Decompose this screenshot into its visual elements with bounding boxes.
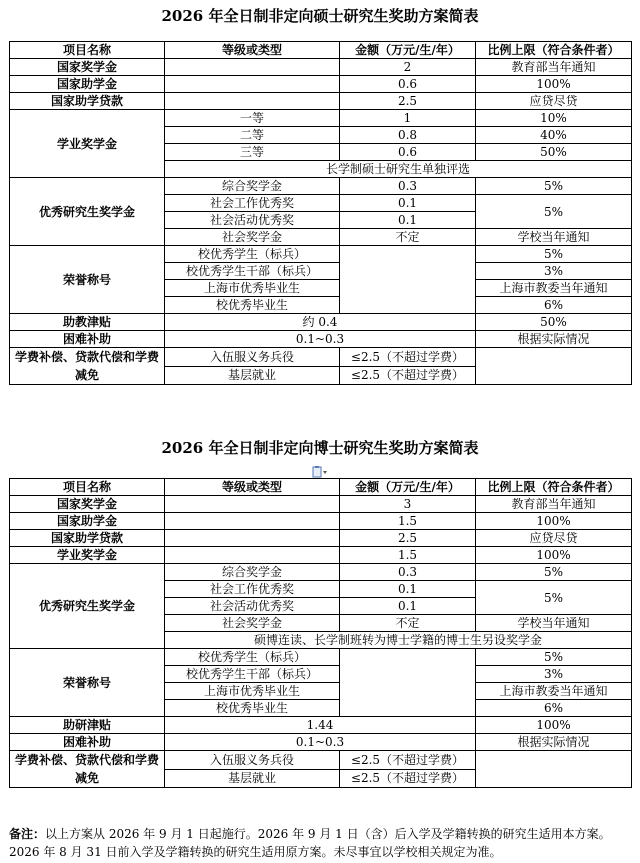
table-row: [10, 513, 632, 530]
row-amount: [340, 649, 476, 717]
row-ratio: [476, 751, 632, 788]
row-type: 一等: [165, 110, 340, 127]
row-ratio: 5%: [476, 581, 632, 615]
row-ratio: 学校当年通知: [476, 229, 632, 246]
row-amount: ≤2.5（不超过学费）: [340, 769, 476, 788]
row-amount: [340, 246, 476, 314]
row-amount: 0.1~0.3: [165, 734, 476, 751]
header-item-name: 项目名称: [10, 42, 165, 59]
row-name: 困难补助: [10, 734, 165, 751]
master-scheme-table: [9, 41, 632, 385]
row-ratio: 50%: [476, 314, 632, 331]
row-name: 国家奖学金: [10, 59, 165, 76]
row-ratio: 100%: [476, 76, 632, 93]
row-ratio: 应贷尽贷: [476, 530, 632, 547]
row-type: [165, 59, 340, 76]
row-name: 助教津贴: [10, 314, 165, 331]
row-type: 综合奖学金: [165, 564, 340, 581]
row-type: 入伍服义务兵役: [165, 348, 340, 367]
row-name: 国家奖学金: [10, 496, 165, 513]
row-ratio: 学校当年通知: [476, 615, 632, 632]
row-type: 校优秀学生（标兵）: [165, 246, 340, 263]
row-ratio: 100%: [476, 513, 632, 530]
row-type: [165, 93, 340, 110]
row-name: 学业奖学金: [10, 110, 165, 178]
master-table-title: 2026 年全日制非定向硕士研究生奖助方案简表: [161, 7, 479, 25]
row-name: 学业奖学金: [10, 547, 165, 564]
row-type: 综合奖学金: [165, 178, 340, 195]
header-amount: 金额（万元/生/年）: [340, 479, 476, 496]
row-amount: 0.3: [340, 178, 476, 195]
row-ratio: 50%: [476, 144, 632, 161]
row-ratio: 上海市教委当年通知: [476, 280, 632, 297]
row-amount: 1.5: [340, 547, 476, 564]
header-row: [10, 42, 632, 59]
row-type: [165, 76, 340, 93]
table-row: [10, 547, 632, 564]
header-item-name: 项目名称: [10, 479, 165, 496]
table-row: [10, 246, 632, 263]
row-name: 优秀研究生奖学金: [10, 178, 165, 246]
row-type: 社会活动优秀奖: [165, 598, 340, 615]
row-amount: 0.6: [340, 144, 476, 161]
header-level-type: 等级或类型: [165, 42, 340, 59]
row-amount: ≤2.5（不超过学费）: [340, 348, 476, 367]
row-type: 社会工作优秀奖: [165, 581, 340, 598]
row-type: [165, 513, 340, 530]
row-type: 入伍服义务兵役: [165, 751, 340, 770]
row-name: 优秀研究生奖学金: [10, 564, 165, 649]
row-type: 基层就业: [165, 769, 340, 788]
row-name: 国家助学金: [10, 513, 165, 530]
row-ratio: 根据实际情况: [476, 734, 632, 751]
row-ratio: 3%: [476, 666, 632, 683]
table-row: [10, 496, 632, 513]
header-level-type: 等级或类型: [165, 479, 340, 496]
row-amount: 不定: [340, 615, 476, 632]
row-amount: 0.1: [340, 581, 476, 598]
row-ratio: [476, 348, 632, 385]
row-amount: 0.6: [340, 76, 476, 93]
row-amount: 1: [340, 110, 476, 127]
row-name: 学费补偿、贷款代偿和学费减免: [10, 751, 165, 788]
row-note: 硕博连读、长学制班转为博士学籍的博士生另设奖学金: [165, 632, 632, 649]
row-type: [165, 530, 340, 547]
table-row: [10, 314, 632, 331]
row-amount: 约 0.4: [165, 314, 476, 331]
table-row: [10, 564, 632, 581]
table-row: [10, 734, 632, 751]
row-ratio: 5%: [476, 564, 632, 581]
row-amount: 2.5: [340, 93, 476, 110]
table-row: [10, 59, 632, 76]
row-amount: 0.1~0.3: [165, 331, 476, 348]
table-row: [10, 751, 632, 770]
table-row: [10, 331, 632, 348]
header-amount: 金额（万元/生/年）: [340, 42, 476, 59]
table-row: [10, 76, 632, 93]
row-type: 社会活动优秀奖: [165, 212, 340, 229]
row-name: 荣誉称号: [10, 649, 165, 717]
row-ratio: 教育部当年通知: [476, 59, 632, 76]
row-ratio: 10%: [476, 110, 632, 127]
table-row: [10, 110, 632, 127]
row-ratio: 3%: [476, 263, 632, 280]
row-type: 校优秀学生干部（标兵）: [165, 666, 340, 683]
row-amount: 0.3: [340, 564, 476, 581]
row-type: 上海市优秀毕业生: [165, 280, 340, 297]
footnote: [9, 825, 631, 861]
row-ratio: 应贷尽贷: [476, 93, 632, 110]
table-row: [10, 649, 632, 666]
row-amount: 0.8: [340, 127, 476, 144]
row-type: [165, 496, 340, 513]
row-type: 校优秀学生干部（标兵）: [165, 263, 340, 280]
row-type: 社会工作优秀奖: [165, 195, 340, 212]
row-amount: 2.5: [340, 530, 476, 547]
row-amount: 1.5: [340, 513, 476, 530]
row-ratio: 上海市教委当年通知: [476, 683, 632, 700]
footnote-text: 以上方案从 2026 年 9 月 1 日起施行。2026 年 9 月 1 日（含）后入学及学籍转换的研究生适用本方案。2026 年 8 月 31 日前入学及学籍转换的研究生适用原方案。未尽事宜以学校相关规定为准。: [9, 827, 611, 859]
row-name: 荣誉称号: [10, 246, 165, 314]
row-type: 社会奖学金: [165, 615, 340, 632]
row-type: 上海市优秀毕业生: [165, 683, 340, 700]
row-ratio: 100%: [476, 717, 632, 734]
row-name: 国家助学贷款: [10, 530, 165, 547]
header-ratio: 比例上限（符合条件者）: [476, 479, 632, 496]
row-ratio: 40%: [476, 127, 632, 144]
row-amount: ≤2.5（不超过学费）: [340, 751, 476, 770]
row-amount: 1.44: [165, 717, 476, 734]
row-amount: 0.1: [340, 195, 476, 212]
row-ratio: 5%: [476, 246, 632, 263]
table-row: [10, 348, 632, 367]
row-type: 基层就业: [165, 366, 340, 385]
table-row: [10, 717, 632, 734]
table-row: [10, 530, 632, 547]
row-amount: 0.1: [340, 212, 476, 229]
row-amount: 2: [340, 59, 476, 76]
header-row: [10, 479, 632, 496]
row-name: 困难补助: [10, 331, 165, 348]
doctor-table-title: 2026 年全日制非定向博士研究生奖助方案简表: [161, 439, 479, 457]
row-name: 国家助学贷款: [10, 93, 165, 110]
row-note: 长学制硕士研究生单独评选: [165, 161, 632, 178]
row-ratio: 100%: [476, 547, 632, 564]
paste-options-icon[interactable]: [312, 466, 328, 478]
row-ratio: 教育部当年通知: [476, 496, 632, 513]
row-ratio: 根据实际情况: [476, 331, 632, 348]
row-ratio: 5%: [476, 178, 632, 195]
row-type: 校优秀毕业生: [165, 297, 340, 314]
row-ratio: 5%: [476, 195, 632, 229]
footnote-label: 备注：: [9, 827, 46, 841]
table-row: [10, 178, 632, 195]
row-type: 社会奖学金: [165, 229, 340, 246]
row-name: 国家助学金: [10, 76, 165, 93]
row-name: 助研津贴: [10, 717, 165, 734]
row-amount: 0.1: [340, 598, 476, 615]
row-ratio: 5%: [476, 649, 632, 666]
row-type: 二等: [165, 127, 340, 144]
row-type: 校优秀毕业生: [165, 700, 340, 717]
row-amount: ≤2.5（不超过学费）: [340, 366, 476, 385]
header-ratio: 比例上限（符合条件者）: [476, 42, 632, 59]
row-amount: 3: [340, 496, 476, 513]
row-name: 学费补偿、贷款代偿和学费减免: [10, 348, 165, 385]
row-type: [165, 547, 340, 564]
row-type: 三等: [165, 144, 340, 161]
row-ratio: 6%: [476, 297, 632, 314]
row-amount: 不定: [340, 229, 476, 246]
table-row: [10, 93, 632, 110]
row-ratio: 6%: [476, 700, 632, 717]
row-type: 校优秀学生（标兵）: [165, 649, 340, 666]
doctor-scheme-table: [9, 478, 632, 788]
